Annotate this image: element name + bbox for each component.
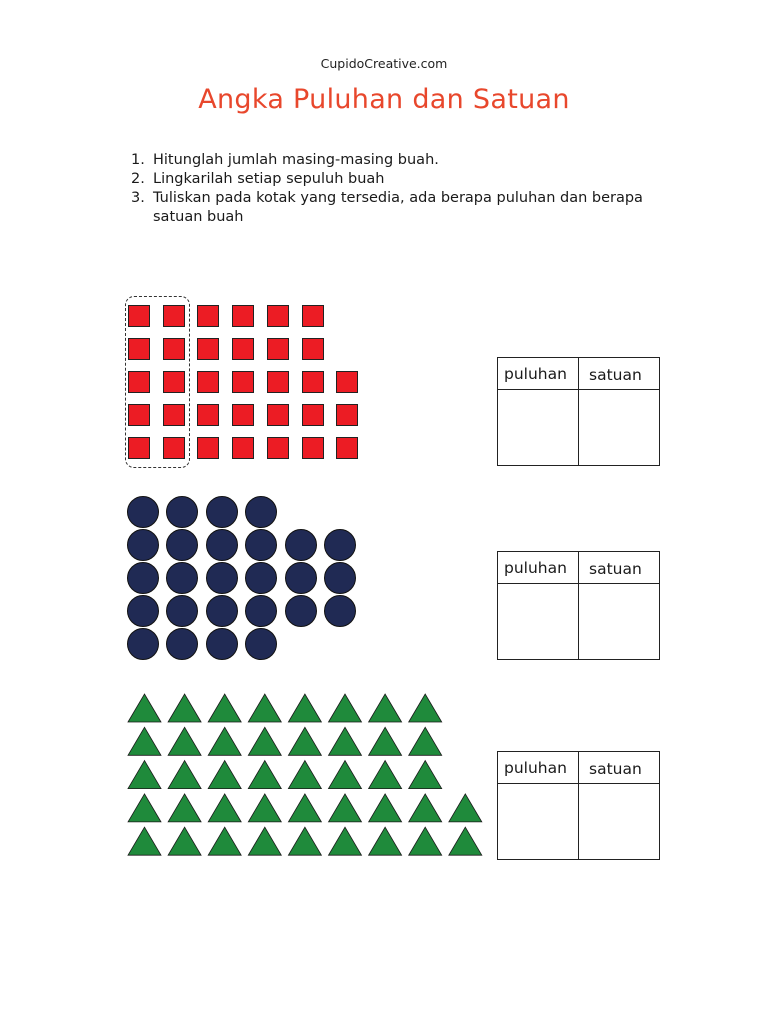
square-item (302, 404, 324, 426)
instruction-number: 2. (131, 171, 145, 187)
circle-item (166, 595, 198, 627)
circle-item (127, 529, 159, 561)
square-item (232, 404, 254, 426)
instruction-item (131, 170, 651, 189)
triangle-item (288, 727, 321, 755)
triangle-item (329, 727, 362, 755)
triangle-item (329, 694, 362, 722)
puluhan-label: puluhan (504, 559, 567, 577)
circle-item (127, 562, 159, 594)
square-item (302, 305, 324, 327)
circle-item (324, 562, 356, 594)
answer-box-triangles (497, 751, 660, 860)
circle-item (245, 628, 277, 660)
circle-item (285, 595, 317, 627)
triangle-item (288, 694, 321, 722)
square-item (267, 338, 289, 360)
square-item (302, 437, 324, 459)
puluhan-answer-cell[interactable] (498, 390, 578, 466)
square-item (267, 371, 289, 393)
square-item (197, 338, 219, 360)
triangle-item (248, 827, 281, 855)
triangle-item (369, 827, 402, 855)
triangle-item (168, 694, 201, 722)
triangle-item (409, 727, 442, 755)
triangle-item (168, 727, 201, 755)
square-item (336, 371, 358, 393)
triangle-item (168, 761, 201, 789)
square-item (267, 404, 289, 426)
puluhan-answer-cell[interactable] (498, 584, 578, 660)
instruction-item (131, 189, 651, 227)
circle-item (166, 529, 198, 561)
circle-item (245, 529, 277, 561)
circle-item (127, 628, 159, 660)
triangle-item (248, 727, 281, 755)
square-item (232, 305, 254, 327)
circle-item (285, 529, 317, 561)
instruction-item (131, 151, 651, 170)
triangle-item (128, 694, 161, 722)
triangle-item (449, 827, 482, 855)
triangle-item (369, 794, 402, 822)
answer-box-circles (497, 551, 660, 660)
square-item (197, 404, 219, 426)
triangle-item (329, 794, 362, 822)
circle-item (206, 496, 238, 528)
triangle-item (128, 794, 161, 822)
answer-box-squares (497, 357, 660, 466)
square-item (336, 404, 358, 426)
triangle-item (409, 794, 442, 822)
circle-item (206, 562, 238, 594)
circle-item (206, 595, 238, 627)
circle-item (127, 496, 159, 528)
page-title: Angka Puluhan dan Satuan (198, 84, 570, 115)
satuan-answer-cell[interactable] (579, 584, 659, 660)
square-item (232, 371, 254, 393)
example-circled-ten (125, 296, 190, 468)
satuan-label: satuan (589, 366, 642, 384)
circle-item (127, 595, 159, 627)
square-item (232, 437, 254, 459)
square-item (267, 305, 289, 327)
circle-item (324, 595, 356, 627)
circle-item (245, 496, 277, 528)
puluhan-label: puluhan (504, 365, 567, 383)
triangle-item (288, 794, 321, 822)
triangle-item (208, 794, 241, 822)
triangle-item (208, 727, 241, 755)
triangle-item (409, 761, 442, 789)
triangle-item (369, 727, 402, 755)
instructions-list (131, 151, 651, 227)
triangle-item (168, 827, 201, 855)
square-item (302, 338, 324, 360)
triangle-item (288, 761, 321, 789)
triangle-item (128, 827, 161, 855)
square-item (197, 371, 219, 393)
triangle-item (329, 827, 362, 855)
triangle-item (449, 794, 482, 822)
circle-item (285, 562, 317, 594)
puluhan-answer-cell[interactable] (498, 784, 578, 860)
site-name: CupidoCreative.com (320, 56, 448, 71)
triangle-item (369, 761, 402, 789)
triangle-item (329, 761, 362, 789)
satuan-label: satuan (589, 560, 642, 578)
circle-item (206, 529, 238, 561)
triangle-item (128, 727, 161, 755)
circle-item (245, 595, 277, 627)
square-item (197, 437, 219, 459)
instruction-text: Lingkarilah setiap sepuluh buah (153, 171, 385, 187)
triangle-item (369, 694, 402, 722)
circle-item (166, 496, 198, 528)
triangle-item (248, 694, 281, 722)
triangle-item (248, 761, 281, 789)
triangle-item (128, 761, 161, 789)
instruction-number: 1. (131, 152, 145, 168)
square-item (302, 371, 324, 393)
satuan-label: satuan (589, 760, 642, 778)
puluhan-label: puluhan (504, 759, 567, 777)
triangle-item (248, 794, 281, 822)
instruction-number: 3. (131, 190, 145, 206)
satuan-answer-cell[interactable] (579, 390, 659, 466)
instruction-text: Hitunglah jumlah masing-masing buah. (153, 152, 439, 168)
triangle-item (409, 827, 442, 855)
square-item (267, 437, 289, 459)
circle-item (166, 562, 198, 594)
triangle-item (288, 827, 321, 855)
triangle-item (208, 761, 241, 789)
satuan-answer-cell[interactable] (579, 784, 659, 860)
instruction-text: Tuliskan pada kotak yang tersedia, ada berapa puluhan dan berapa satuan buah (153, 190, 643, 225)
circle-item (166, 628, 198, 660)
square-item (197, 305, 219, 327)
triangle-item (208, 694, 241, 722)
circle-item (245, 562, 277, 594)
circle-item (324, 529, 356, 561)
circle-item (206, 628, 238, 660)
triangle-item (409, 694, 442, 722)
triangle-item (208, 827, 241, 855)
square-item (232, 338, 254, 360)
square-item (336, 437, 358, 459)
triangle-item (168, 794, 201, 822)
